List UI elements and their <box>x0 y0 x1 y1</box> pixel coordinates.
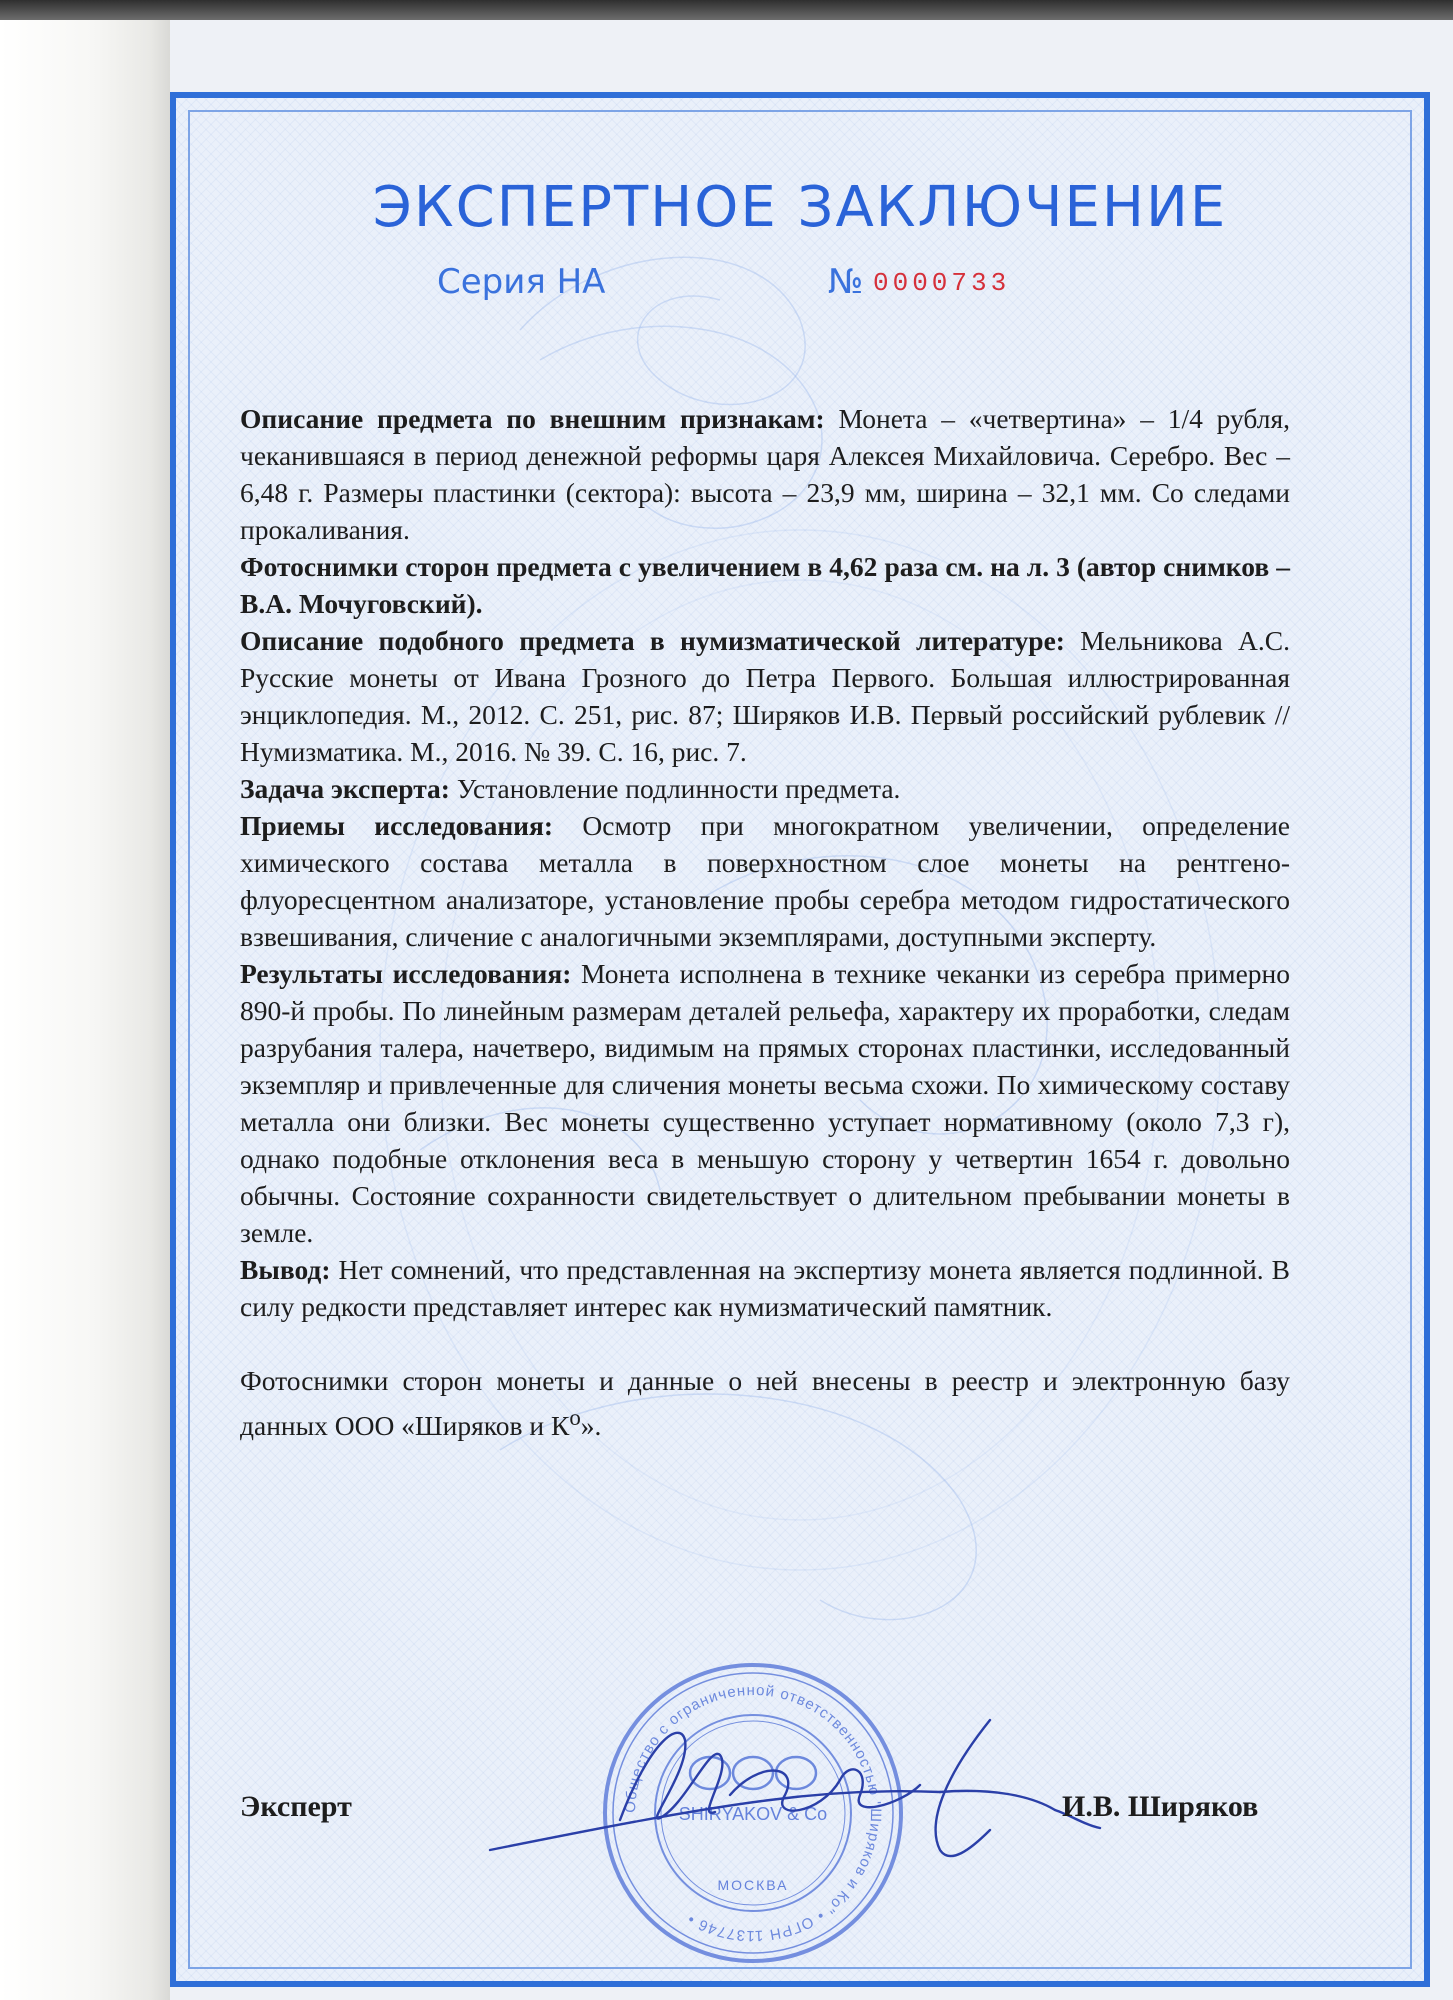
conclusion-paragraph <box>240 1251 1290 1325</box>
section-label: Описание предмета по внешним признакам: <box>240 403 825 434</box>
section-text: Нет сомнений, что представленная на экспертизу монета является подлинной. В силу редкости представляет интерес как нумизматический памятник. <box>240 1254 1290 1322</box>
section-label: Фотоснимки сторон предмета с увеличением в 4,62 раза см. на л. 3 (автор снимков – В.А. Мочуговский). <box>240 551 1290 619</box>
seal-center-text: SHIRYAKOV & Co <box>678 1804 828 1824</box>
handwritten-signature <box>470 1700 1110 1870</box>
series-label: Серия НА <box>437 262 606 302</box>
registry-note-superscript: о <box>569 1405 581 1430</box>
item-description-paragraph <box>240 400 1290 548</box>
results-paragraph <box>240 955 1290 1251</box>
section-label: Результаты исследования: <box>240 958 572 989</box>
photos-note-paragraph <box>240 548 1290 622</box>
number-sign: № <box>828 262 864 302</box>
section-label: Вывод: <box>240 1254 331 1285</box>
expert-name: И.В. Ширяков <box>1062 1790 1259 1823</box>
section-label: Приемы исследования: <box>240 810 554 841</box>
literature-paragraph <box>240 622 1290 770</box>
section-label: Описание подобного предмета в нумизматической литературе: <box>240 625 1065 656</box>
section-text: Монета – «четвертина» – 1/4 рубля, чеканившаяся в период денежной реформы царя Алексея Михайловича. Серебро. Вес – 6,48 г. Размеры пластинки (сектора): высота – 23,9 мм, ширина – 32,1 мм. Со следами прокаливания. <box>240 403 1290 545</box>
page-binding <box>0 20 170 2000</box>
certificate-body <box>240 400 1290 1444</box>
section-label: Задача эксперта: <box>240 773 450 804</box>
expert-label: Эксперт <box>240 1790 352 1823</box>
section-text: Осмотр при многократном увеличении, определение химического состава металла в поверхностном слое монеты на рентгено-флуоресцентном анализаторе, установление пробы серебра методом гидростатического взвешивания, сличение с аналогичными экземплярами, доступными эксперту. <box>240 810 1290 952</box>
certificate-title: ЭКСПЕРТНОЕ ЗАКЛЮЧЕНИЕ <box>372 175 1228 240</box>
certificate-number: 0000733 <box>873 268 1011 298</box>
seal-ring-text: Общество с ограниченной ответственностью "Ширяков и Ко" • ОГРН 1137746 • <box>621 1681 885 1945</box>
section-text: Установление подлинности предмета. <box>449 773 901 804</box>
registry-note-closing: ». <box>580 1410 602 1442</box>
registry-note-paragraph <box>240 1362 1290 1444</box>
section-text: Мельникова А.С. Русские монеты от Ивана Грозного до Петра Первого. Большая иллюстрированная энциклопедия. М., 2012. С. 251, рис. 87; Ширяков И.В. Первый российский рублевик // Нумизматика. М., 2016. № 39. С. 16, рис. 7. <box>240 625 1290 767</box>
expert-task-paragraph <box>240 770 1290 807</box>
methods-paragraph <box>240 807 1290 955</box>
registry-note-text: Фотоснимки сторон монеты и данные о ней внесены в реестр и электронную базу данных ООО «Ширяков и К <box>240 1365 1290 1442</box>
paragraph-gap <box>240 1325 1290 1362</box>
seal-city-text: МОСКВА <box>717 1877 789 1893</box>
section-text: Монета исполнена в технике чеканки из серебра примерно 890-й пробы. По линейным размерам деталей рельефа, характеру их проработки, следам разрубания талера, начетверо, видимым на прямых сторонах пластинки, исследованный экземпляр и привлеченные для сличения монеты весьма схожи. По химическому составу металла они близки. Вес монеты существенно уступает нормативному (около 7,3 г), однако подобные отклонения веса в меньшую сторону у четвертин 1654 г. довольно обычны. Состояние сохранности свидетельствует о длительном пребывании монеты в земле. <box>240 958 1290 1248</box>
scanner-edge <box>0 0 1453 20</box>
